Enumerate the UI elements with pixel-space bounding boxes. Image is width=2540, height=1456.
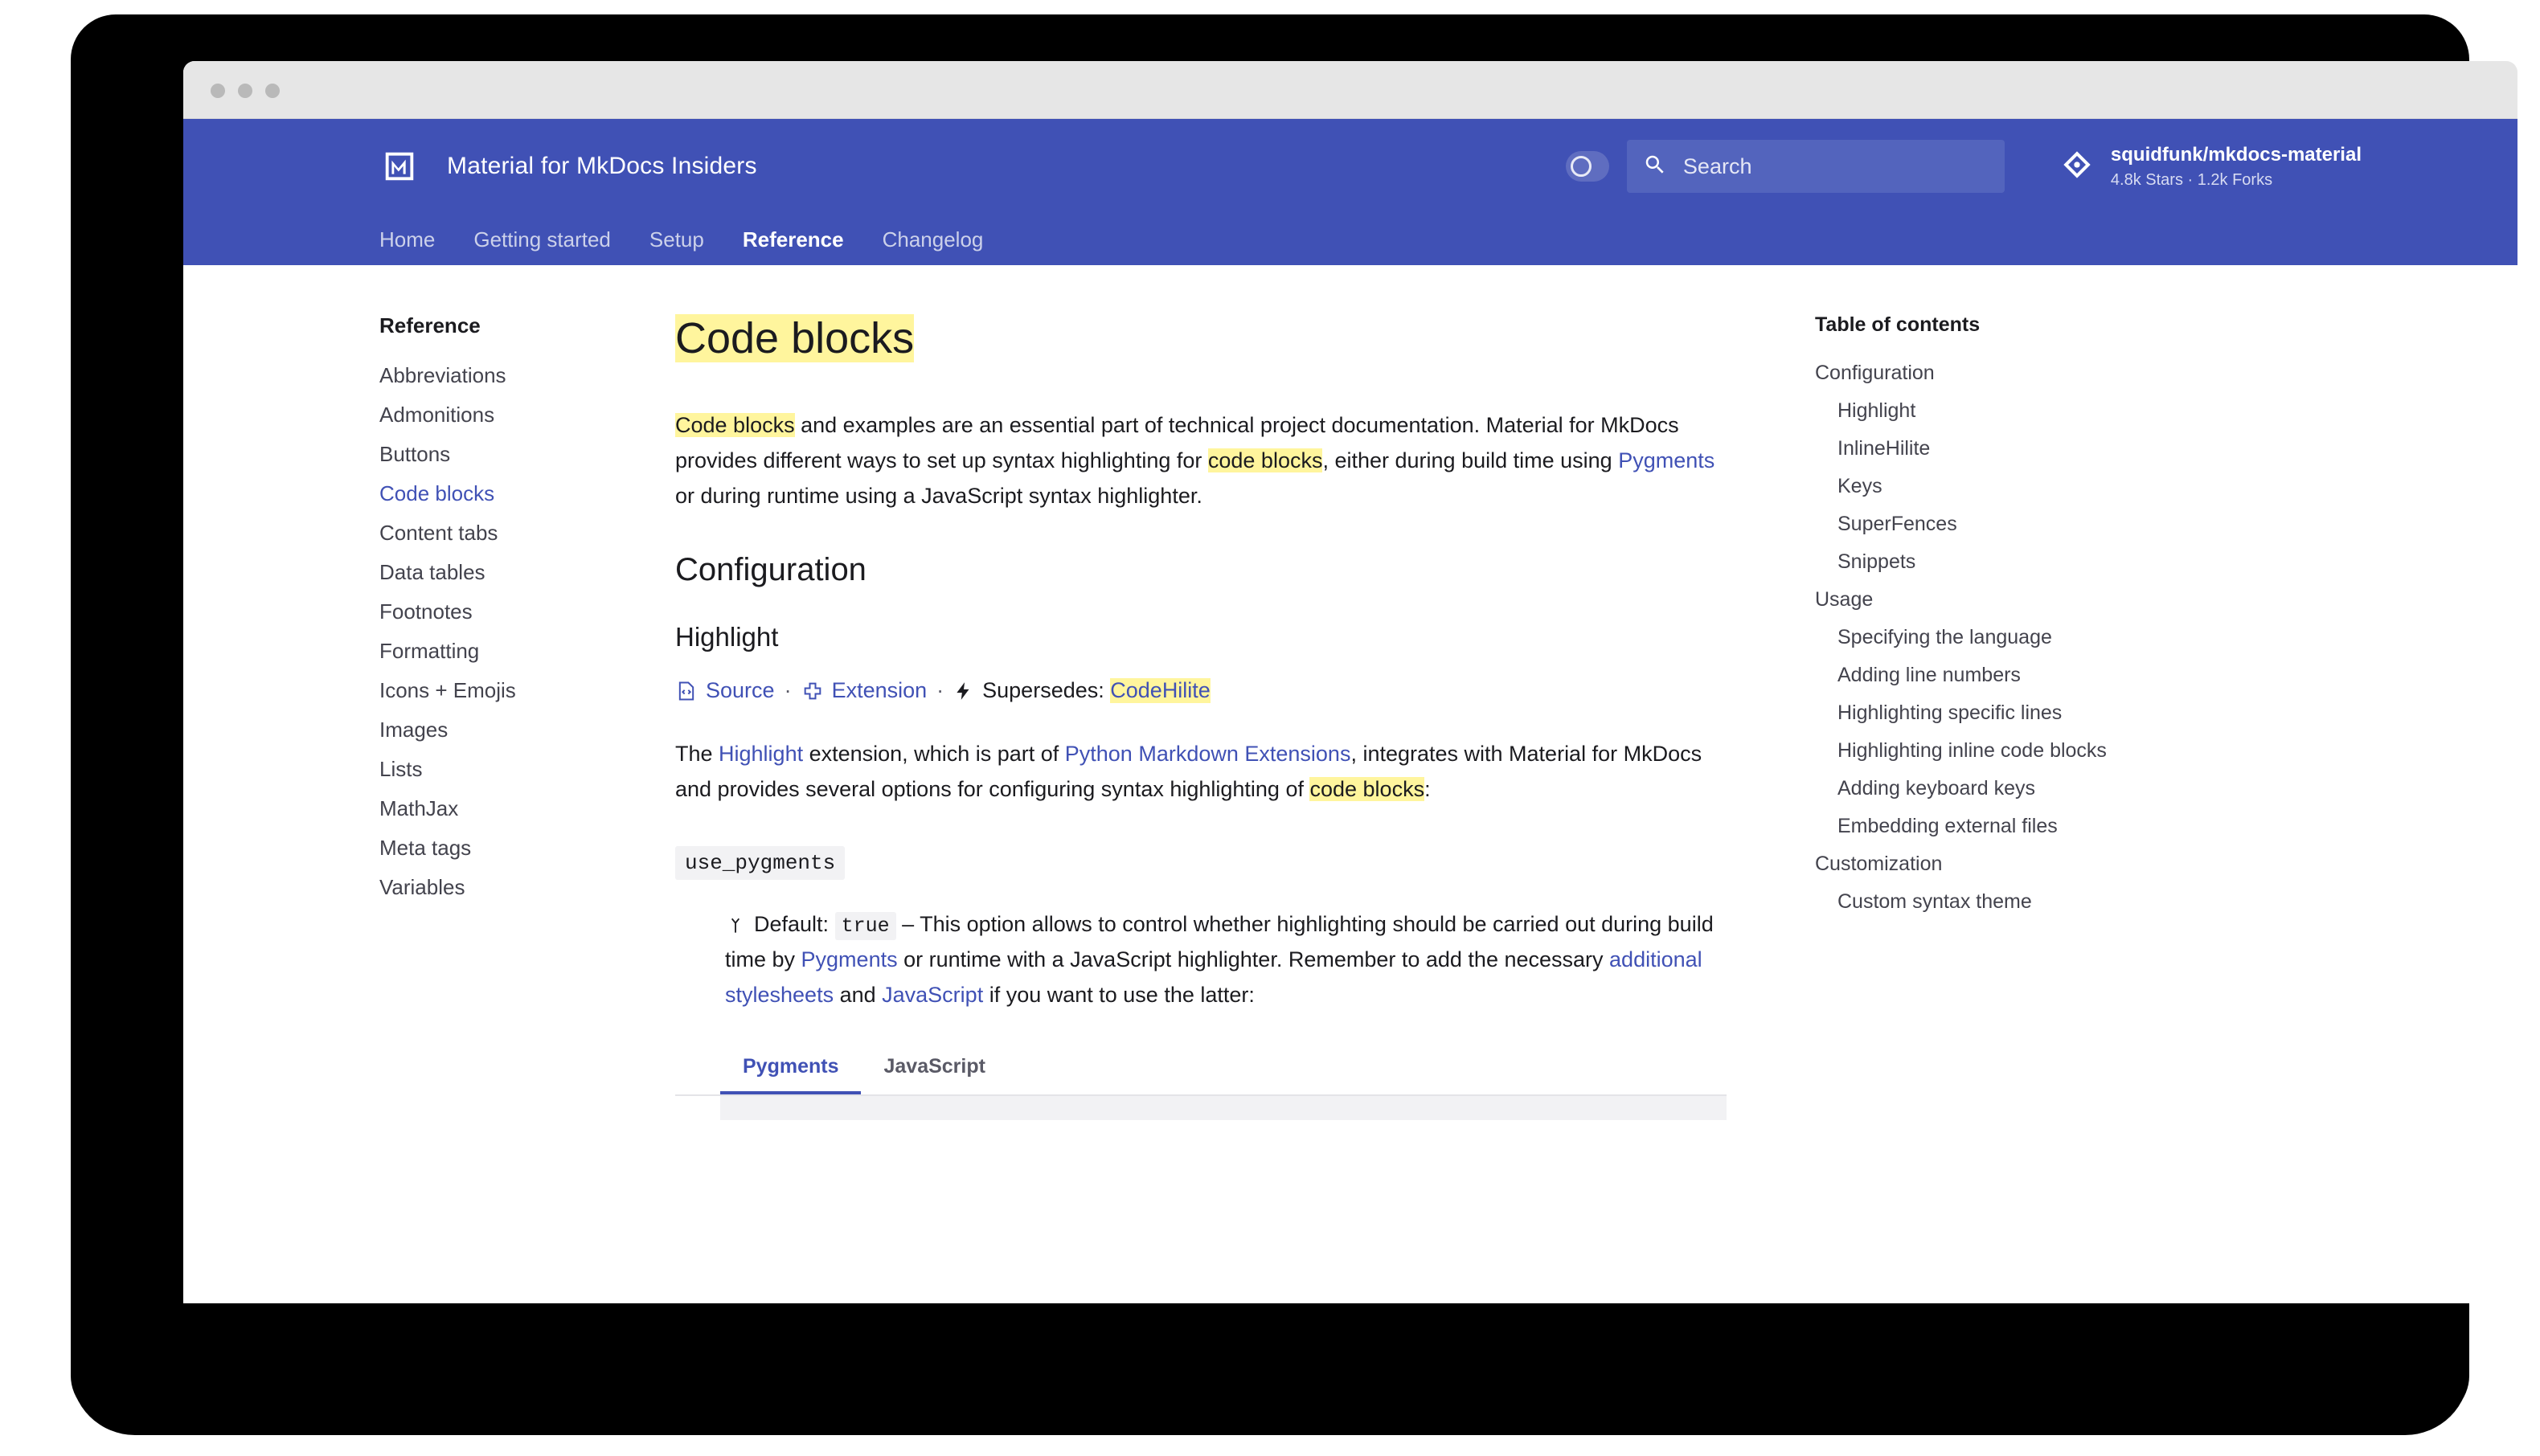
hp-text-1: The — [675, 742, 719, 767]
table-of-contents — [1775, 313, 2225, 1120]
tab-setup[interactable]: Setup — [649, 227, 704, 252]
supersedes-label: Supersedes: — [982, 678, 1104, 703]
option-text-2: or runtime with a JavaScript highlighter. Remember to add the necessary — [897, 947, 1610, 972]
option-default-label: Default: — [754, 911, 835, 936]
toc-item-embedding-external-files[interactable]: Embedding external files — [1837, 815, 2058, 837]
site-header — [183, 119, 2517, 214]
toc-item-adding-keyboard-keys[interactable]: Adding keyboard keys — [1837, 777, 2035, 800]
search-area — [1566, 140, 2005, 193]
tab-getting-started[interactable]: Getting started — [473, 227, 611, 252]
meta-separator-2: · — [936, 678, 944, 703]
toc-item-usage[interactable]: Usage — [1815, 588, 1874, 611]
repository-stats: 4.8k Stars · 1.2k Forks — [2110, 170, 2273, 189]
toc-title: Table of contents — [1815, 313, 1981, 336]
option-description — [725, 907, 1727, 1013]
content-tab-javascript[interactable]: JavaScript — [883, 1054, 985, 1078]
sidebar-item-admonitions[interactable]: Admonitions — [379, 403, 495, 427]
intro-highlight-1: Code blocks — [675, 413, 795, 438]
pygments-link-2[interactable]: Pygments — [801, 947, 898, 972]
highlight-link[interactable]: Highlight — [719, 742, 804, 767]
sidebar-item-images[interactable]: Images — [379, 718, 449, 742]
mkdocs-material-logo-icon[interactable] — [379, 146, 420, 186]
repository-link[interactable] — [2061, 143, 2362, 190]
primary-nav-tabs — [183, 214, 2517, 265]
site-title: Material for MkDocs Insiders — [447, 153, 757, 179]
device-base — [71, 1366, 2469, 1435]
sidebar-nav — [183, 313, 633, 1120]
pygments-link[interactable]: Pygments — [1618, 448, 1715, 472]
subsection-highlight-heading: Highlight — [675, 622, 779, 652]
device-frame — [71, 14, 2469, 1421]
sidebar-item-mathjax[interactable]: MathJax — [379, 796, 459, 820]
content-tabs — [675, 1055, 1727, 1096]
toc-item-keys[interactable]: Keys — [1837, 475, 1882, 497]
option-key: use_pygments — [675, 846, 845, 880]
extension-link[interactable]: Extension — [831, 678, 928, 703]
minimize-window-button[interactable] — [238, 84, 252, 98]
sidebar-item-footnotes[interactable]: Footnotes — [379, 599, 473, 624]
sidebar-item-formatting[interactable]: Formatting — [379, 639, 480, 663]
browser-title-bar — [183, 61, 2517, 119]
search-input[interactable] — [1627, 140, 2005, 193]
page-body — [183, 265, 2517, 1120]
toc-item-specifying-the-language[interactable]: Specifying the language — [1837, 626, 2052, 648]
content-tab-pygments[interactable]: Pygments — [720, 1055, 861, 1094]
source-file-icon — [675, 680, 698, 702]
search-icon — [1643, 153, 1667, 181]
hp-highlight: code blocks — [1309, 777, 1425, 802]
close-window-button[interactable] — [211, 84, 225, 98]
sidebar-item-content-tabs[interactable]: Content tabs — [379, 521, 498, 545]
window-traffic-lights — [211, 84, 280, 98]
tab-changelog[interactable]: Changelog — [882, 227, 984, 252]
sidebar-item-code-blocks[interactable]: Code blocks — [379, 481, 495, 505]
extension-puzzle-icon — [801, 680, 824, 702]
python-markdown-extensions-link[interactable]: Python Markdown Extensions — [1064, 742, 1351, 767]
repository-name: squidfunk/mkdocs-material — [2110, 143, 2362, 166]
sidebar-item-icons-emojis[interactable]: Icons + Emojis — [379, 678, 516, 702]
section-configuration-heading: Configuration — [675, 552, 866, 588]
toc-item-superfences[interactable]: SuperFences — [1837, 513, 1957, 535]
intro-text-1: and examples are an essential part of technical project documentation. Material for MkDocs provides different ways to set up syntax highlighting for — [675, 413, 1679, 472]
toc-item-customization[interactable]: Customization — [1815, 853, 1943, 875]
toc-item-snippets[interactable]: Snippets — [1837, 550, 1916, 573]
option-text-4: if you want to use the latter: — [983, 983, 1255, 1007]
sidebar-item-data-tables[interactable]: Data tables — [379, 560, 485, 584]
search-input-placeholder: Search — [1682, 153, 1752, 178]
hp-text-4: : — [1424, 777, 1431, 802]
sidebar-item-abbreviations[interactable]: Abbreviations — [379, 363, 506, 387]
sidebar-title: Reference — [379, 313, 481, 337]
search-toggle-knob — [1571, 156, 1592, 177]
option-marker-icon — [725, 915, 746, 936]
sidebar-item-buttons[interactable]: Buttons — [379, 442, 451, 466]
toc-item-highlighting-inline-code-blocks[interactable]: Highlighting inline code blocks — [1837, 739, 2107, 762]
page-title-text: Code blocks — [675, 314, 915, 362]
sidebar-item-variables[interactable]: Variables — [379, 875, 465, 899]
page-title — [675, 313, 1727, 363]
sidebar-item-lists[interactable]: Lists — [379, 757, 423, 781]
browser-window — [183, 61, 2517, 1303]
zoom-window-button[interactable] — [265, 84, 280, 98]
option-text-1: – This option allows to control whether highlighting should be carried out during build time by — [725, 911, 1714, 972]
intro-text-3: or during runtime using a JavaScript syntax highlighter. — [675, 483, 1202, 508]
supersedes-target — [1110, 678, 1211, 703]
lightning-bolt-icon — [953, 681, 974, 701]
toc-item-highlight[interactable]: Highlight — [1837, 399, 1916, 422]
toc-item-inlinehilite[interactable]: InlineHilite — [1837, 437, 1931, 460]
page-viewport — [183, 119, 2517, 1303]
hp-text-3: , integrates with Material for MkDocs and provides several options for configuring syntax highlighting of — [675, 742, 1702, 802]
source-link[interactable]: Source — [706, 678, 775, 703]
additional-stylesheets-link[interactable]: additional stylesheets — [725, 947, 1702, 1007]
option-text-3: and — [834, 983, 883, 1007]
tab-reference[interactable]: Reference — [742, 227, 844, 252]
highlight-paragraph — [675, 737, 1727, 807]
toc-item-custom-syntax-theme[interactable]: Custom syntax theme — [1837, 890, 2032, 913]
option-default-value: true — [835, 912, 896, 940]
javascript-link[interactable]: JavaScript — [882, 983, 984, 1007]
meta-separator-1: · — [784, 678, 792, 703]
intro-text-2: , either during build time using — [1322, 448, 1619, 472]
hp-text-2: extension, which is part of — [803, 742, 1065, 767]
codehilite-link[interactable]: CodeHilite — [1110, 678, 1211, 703]
repository-text — [2111, 143, 2362, 190]
toc-item-highlighting-specific-lines[interactable]: Highlighting specific lines — [1837, 701, 2063, 724]
toc-item-configuration[interactable]: Configuration — [1815, 362, 1935, 384]
search-toggle-switch[interactable] — [1566, 151, 1609, 182]
toc-item-adding-line-numbers[interactable]: Adding line numbers — [1837, 664, 2021, 686]
extension-meta-row — [675, 678, 1727, 703]
code-block-preview — [720, 1096, 1727, 1120]
intro-paragraph — [675, 408, 1727, 513]
tab-home[interactable]: Home — [379, 227, 436, 252]
git-repository-icon — [2061, 149, 2093, 185]
article-content — [633, 313, 1775, 1120]
intro-highlight-2: code blocks — [1207, 448, 1323, 472]
sidebar-item-meta-tags[interactable]: Meta tags — [379, 836, 472, 860]
